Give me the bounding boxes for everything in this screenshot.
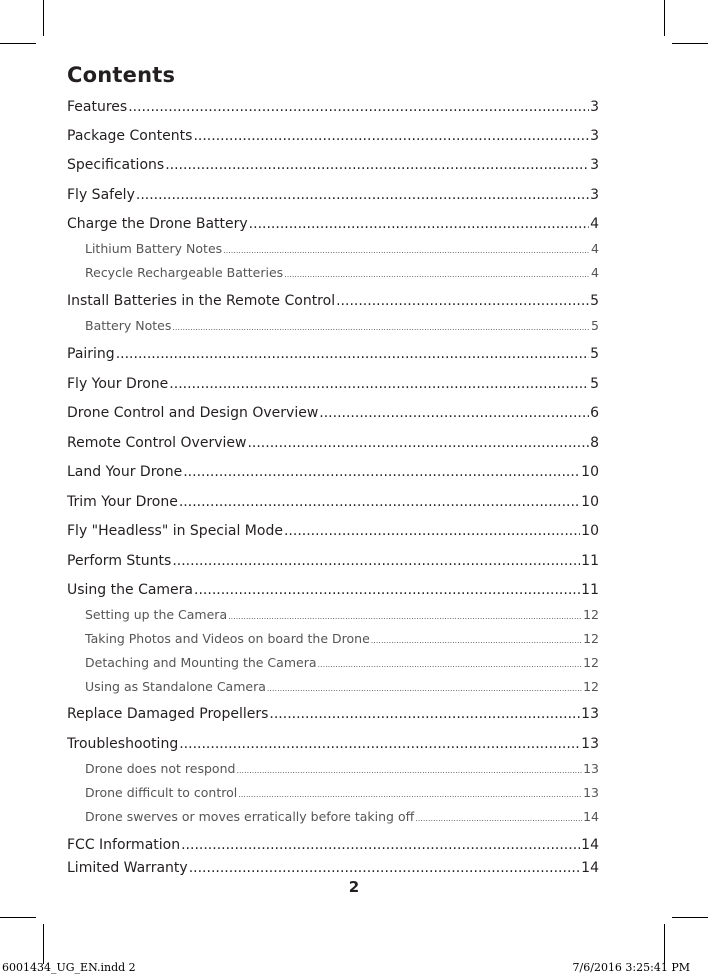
crop-mark-bottom-left-vertical — [43, 924, 44, 964]
crop-mark-bottom-right-horizontal — [672, 917, 708, 918]
toc-entry-label: FCC Information — [67, 837, 181, 853]
toc-entry-page: 5 — [591, 318, 599, 333]
toc-entry-label: Setting up the Camera — [85, 607, 228, 622]
toc-entry-label: Drone Control and Design Overview — [67, 405, 319, 421]
toc-leader-dots — [247, 435, 589, 451]
toc-entry-page: 5 — [590, 376, 599, 392]
toc-entry[interactable] — [67, 464, 599, 480]
toc-entry-label: Fly Your Drone — [67, 376, 169, 392]
toc-entry-label: Using as Standalone Camera — [85, 679, 266, 694]
toc-entry-page: 4 — [591, 265, 599, 280]
toc-entry[interactable] — [67, 99, 599, 115]
toc-entry-page: 11 — [581, 582, 599, 598]
toc-leader-dots — [223, 246, 590, 255]
toc-entry-label: Lithium Battery Notes — [85, 241, 223, 256]
toc-entry-label: Troubleshooting — [67, 736, 179, 752]
toc-leader-dots — [179, 494, 580, 510]
toc-leader-dots — [193, 128, 589, 144]
toc-leader-dots — [249, 216, 589, 232]
toc-leader-dots — [179, 736, 580, 752]
toc-entry-label: Package Contents — [67, 128, 193, 144]
toc-subentry[interactable] — [67, 679, 599, 694]
toc-subentry[interactable] — [67, 318, 599, 333]
toc-entry-page: 10 — [581, 523, 599, 539]
toc-leader-dots — [284, 270, 590, 279]
toc-entry[interactable] — [67, 736, 599, 752]
toc-entry-page: 8 — [590, 435, 599, 451]
toc-subentry[interactable] — [67, 607, 599, 622]
toc-entry[interactable] — [67, 494, 599, 510]
toc-entry-page: 5 — [590, 346, 599, 362]
toc-leader-dots — [228, 612, 582, 621]
toc-entry-label: Charge the Drone Battery — [67, 216, 248, 232]
toc-leader-dots — [267, 684, 582, 693]
toc-entry-label: Using the Camera — [67, 582, 194, 598]
toc-entry-page: 6 — [590, 405, 599, 421]
toc-entry-page: 4 — [590, 216, 599, 232]
toc-entry-page: 12 — [583, 631, 599, 646]
crop-mark-bottom-left-horizontal — [0, 917, 36, 918]
toc-entry-page: 12 — [583, 679, 599, 694]
toc-entry-page: 12 — [583, 607, 599, 622]
print-slug-timestamp: 7/6/2016 3:25:41 PM — [572, 961, 690, 974]
toc-entry-label: Battery Notes — [85, 318, 172, 333]
toc-leader-dots — [172, 323, 590, 332]
toc-entry[interactable] — [67, 216, 599, 232]
toc-entry-page: 11 — [581, 553, 599, 569]
toc-entry-page: 10 — [581, 494, 599, 510]
toc-entry[interactable] — [67, 553, 599, 569]
crop-mark-top-left-horizontal — [0, 43, 36, 44]
toc-subentry[interactable] — [67, 809, 599, 824]
toc-entry-label: Fly "Headless" in Special Mode — [67, 523, 283, 539]
toc-entry-page: 4 — [591, 241, 599, 256]
toc-entry-label: Drone does not respond — [85, 761, 236, 776]
toc-entry-label: Recycle Rechargeable Batteries — [85, 265, 284, 280]
toc-subentry[interactable] — [67, 761, 599, 776]
toc-entry-page: 14 — [581, 860, 599, 876]
toc-entry-label: Detaching and Mounting the Camera — [85, 655, 317, 670]
toc-entry-page: 14 — [581, 837, 599, 853]
toc-entry-label: Fly Safely — [67, 187, 135, 203]
toc-leader-dots — [336, 293, 589, 309]
crop-mark-top-right-vertical — [664, 0, 665, 36]
toc-entry-label: Taking Photos and Videos on board the Drone — [85, 631, 370, 646]
toc-entry[interactable] — [67, 405, 599, 421]
toc-entry-label: Features — [67, 99, 128, 115]
toc-entry-page: 13 — [583, 761, 599, 776]
toc-entry-label: Limited Warranty — [67, 860, 188, 876]
toc-entry-page: 10 — [581, 464, 599, 480]
toc-entry-page: 5 — [590, 293, 599, 309]
toc-leader-dots — [169, 376, 589, 392]
toc-entry-label: Drone difficult to control — [85, 785, 238, 800]
toc-entry[interactable] — [67, 837, 599, 853]
toc-leader-dots — [128, 99, 589, 115]
toc-leader-dots — [165, 157, 589, 173]
toc-entry-page: 3 — [590, 187, 599, 203]
toc-leader-dots — [116, 346, 589, 362]
toc-entry-page: 12 — [583, 655, 599, 670]
toc-leader-dots — [319, 405, 589, 421]
toc-leader-dots — [181, 837, 580, 853]
toc-leader-dots — [284, 523, 580, 539]
toc-leader-dots — [318, 660, 583, 669]
toc-leader-dots — [236, 766, 582, 775]
toc-entry[interactable] — [67, 376, 599, 392]
toc-leader-dots — [189, 860, 580, 876]
toc-entry-page: 14 — [583, 809, 599, 824]
toc-entry[interactable] — [67, 582, 599, 598]
toc-entry[interactable] — [67, 128, 599, 144]
toc-entry-label: Drone swerves or moves erratically before taking off — [85, 809, 415, 824]
toc-leader-dots — [183, 464, 580, 480]
crop-mark-top-right-horizontal — [672, 43, 708, 44]
toc-entry-label: Remote Control Overview — [67, 435, 247, 451]
toc-entry-label: Specifications — [67, 157, 165, 173]
page-number: 2 — [348, 878, 360, 896]
toc-entry[interactable] — [67, 346, 599, 362]
toc-entry[interactable] — [67, 187, 599, 203]
print-slug-filename: 6001434_UG_EN.indd 2 — [2, 961, 136, 974]
toc-leader-dots — [269, 706, 580, 722]
page-title: Contents — [67, 63, 176, 87]
toc-entry-page: 13 — [581, 736, 599, 752]
toc-subentry[interactable] — [67, 241, 599, 256]
toc-subentry[interactable] — [67, 655, 599, 670]
toc-leader-dots — [238, 790, 582, 799]
toc-entry[interactable] — [67, 157, 599, 173]
toc-entry[interactable] — [67, 293, 599, 309]
toc-entry-page: 13 — [583, 785, 599, 800]
toc-entry-page: 3 — [590, 157, 599, 173]
crop-mark-top-left-vertical — [43, 0, 44, 36]
toc-entry[interactable] — [67, 706, 599, 722]
toc-entry-label: Install Batteries in the Remote Control — [67, 293, 336, 309]
toc-leader-dots — [136, 187, 589, 203]
crop-mark-bottom-right-vertical — [664, 924, 665, 964]
toc-subentry[interactable] — [67, 631, 599, 646]
toc-leader-dots — [194, 582, 580, 598]
toc-leader-dots — [415, 814, 582, 823]
toc-leader-dots — [172, 553, 580, 569]
toc-entry-label: Trim Your Drone — [67, 494, 178, 510]
toc-entry-page: 3 — [590, 128, 599, 144]
toc-entry[interactable] — [67, 523, 599, 539]
toc-subentry[interactable] — [67, 785, 599, 800]
toc-entry-page: 13 — [581, 706, 599, 722]
toc-entry-label: Perform Stunts — [67, 553, 172, 569]
toc-entry-label: Land Your Drone — [67, 464, 183, 480]
toc-leader-dots — [371, 636, 582, 645]
toc-entry-label: Pairing — [67, 346, 115, 362]
toc-entry[interactable] — [67, 860, 599, 876]
toc-entry-page: 3 — [590, 99, 599, 115]
toc-entry-label: Replace Damaged Propellers — [67, 706, 269, 722]
toc-entry[interactable] — [67, 435, 599, 451]
toc-subentry[interactable] — [67, 265, 599, 280]
